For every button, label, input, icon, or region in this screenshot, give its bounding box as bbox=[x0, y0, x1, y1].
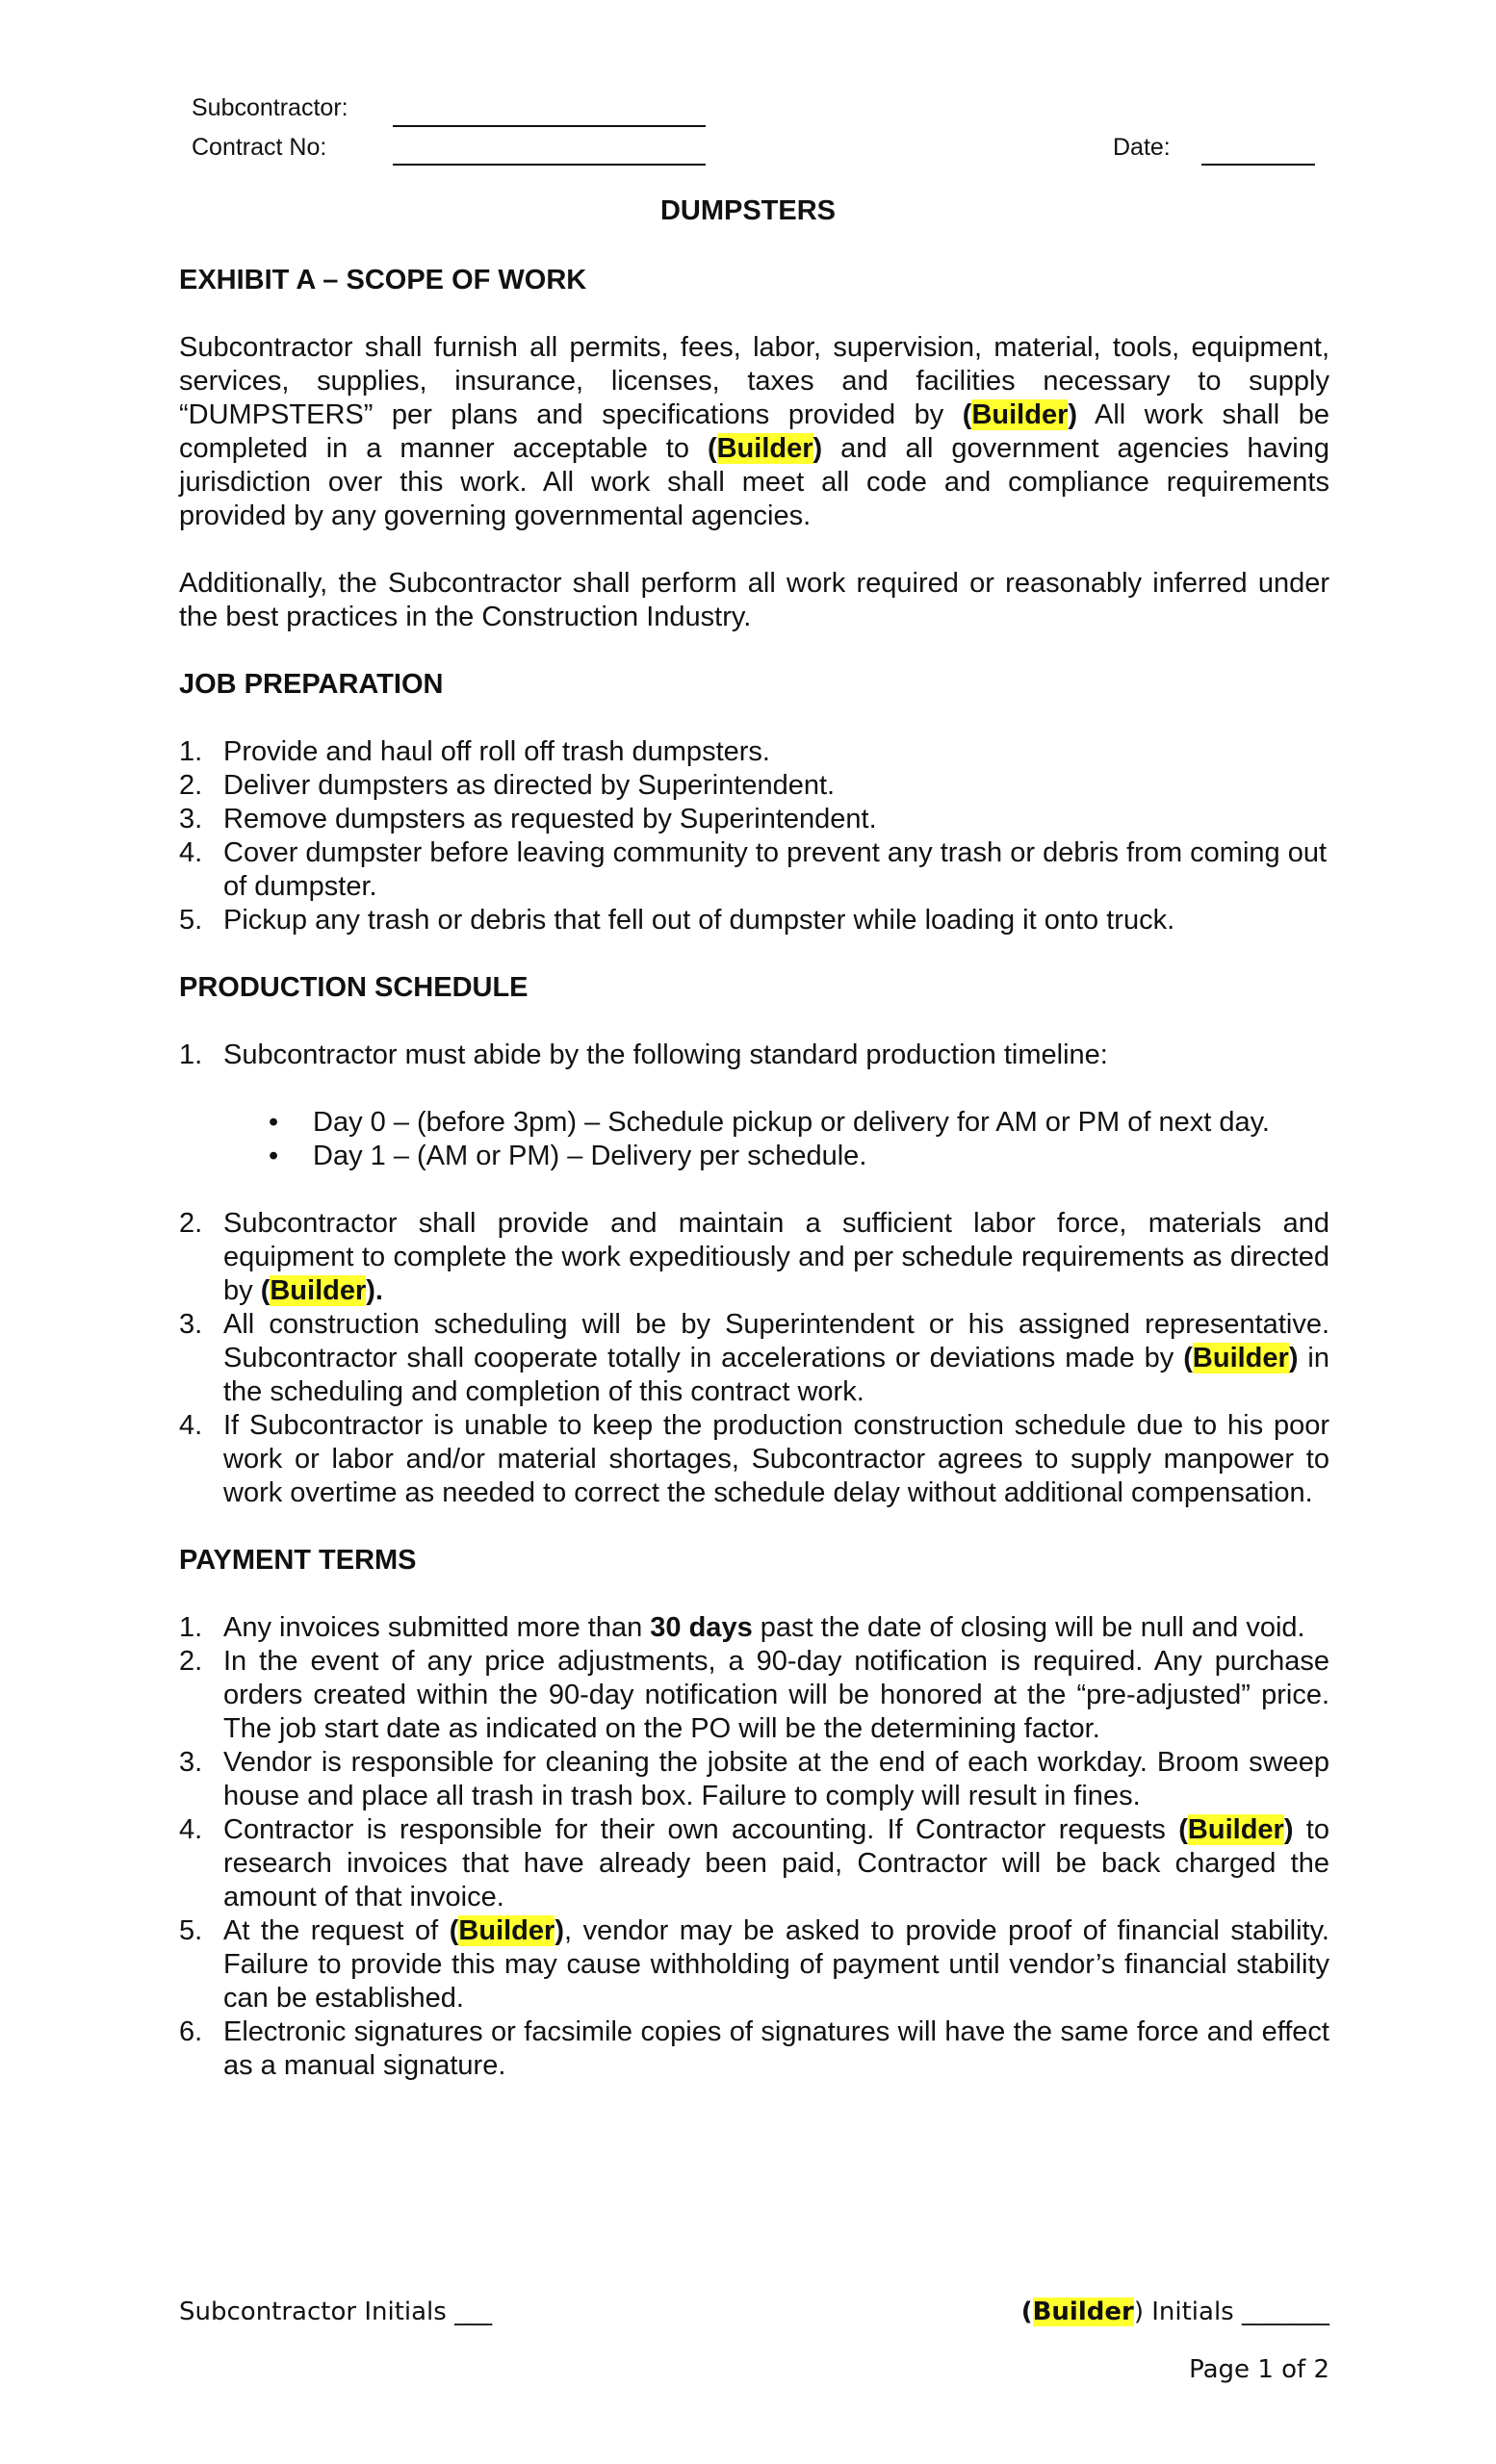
date-field-line bbox=[1201, 164, 1315, 166]
list-item: 2. Deliver dumpsters as directed by Superintendent. bbox=[179, 770, 836, 801]
production-timeline-bullets bbox=[269, 1106, 1329, 1173]
subcontractor-label: Subcontractor: bbox=[192, 94, 348, 121]
subcontractor-initials: Subcontractor Initials ___ bbox=[179, 2297, 493, 2326]
builder-highlight: Builder bbox=[1187, 1814, 1284, 1845]
scope-paragraph-1: Subcontractor shall furnish all permits, fees, labor, supervision, material, tools, equipment, services, supplies, insurance, licenses, taxes and facilities necessary to supply “DUMPSTERS” per plans and specifications provided by (Builder) All work shall be completed in a manner acceptable to (Builder) and all government agencies having jurisdiction over this work. All work shall meet all code and compliance requirements provided by any governing governmental agencies. bbox=[179, 332, 1329, 531]
contract-no-label: Contract No: bbox=[192, 134, 327, 161]
production-schedule-list bbox=[179, 1039, 1329, 1072]
bullet-item: • Day 0 – (before 3pm) – Schedule pickup or delivery for AM or PM of next day. bbox=[269, 1107, 1270, 1138]
payment-terms-heading: PAYMENT TERMS bbox=[179, 1545, 417, 1576]
list-item: 3. Vendor is responsible for cleaning the jobsite at the end of each workday. Broom sweep house and place all trash in trash box. Failure to comply will result in fines. bbox=[179, 1747, 1329, 1811]
list-item: 3. Remove dumpsters as requested by Superintendent. bbox=[179, 804, 877, 834]
builder-highlight: Builder bbox=[1032, 2297, 1134, 2326]
list-item: 6. Electronic signatures or facsimile copies of signatures will have the same force and effect as a manual signature. bbox=[179, 2016, 1329, 2081]
list-item: 2. In the event of any price adjustments, a 90-day notification is required. Any purchase orders created within the 90-day notification will be honored at the “pre-adjusted” price. The job start date as indicated on the PO will be the determining factor. bbox=[179, 1646, 1329, 1744]
list-item: 2. Subcontractor shall provide and maintain a sufficient labor force, materials and equipment to complete the work expeditiously and per schedule requirements as directed by (Builder). bbox=[179, 1208, 1329, 1306]
document-body bbox=[179, 264, 1329, 2083]
scope-paragraph-2: Additionally, the Subcontractor shall perform all work required or reasonably inferred under the best practices in the Construction Industry. bbox=[179, 568, 1329, 632]
production-schedule-list-cont bbox=[179, 1207, 1329, 1510]
builder-highlight: Builder bbox=[458, 1915, 555, 1946]
bullet-item: • Day 1 – (AM or PM) – Delivery per schedule. bbox=[269, 1141, 867, 1171]
payment-terms-list bbox=[179, 1611, 1329, 2083]
list-item: 3. All construction scheduling will be by Superintendent or his assigned representative. Subcontractor shall cooperate totally in accelerations or deviations made by (Builder) in the scheduling and completion of this contract work. bbox=[179, 1309, 1329, 1407]
builder-initials: (Builder) Initials _______ bbox=[1020, 2297, 1329, 2326]
list-item: 5. At the request of (Builder), vendor may be asked to provide proof of financial stability. Failure to provide this may cause withholding of payment until vendor’s financial stability can be established. bbox=[179, 1915, 1329, 2014]
builder-highlight: Builder bbox=[1192, 1343, 1289, 1373]
production-schedule-heading: PRODUCTION SCHEDULE bbox=[179, 972, 529, 1003]
list-item: 1. Any invoices submitted more than 30 days past the date of closing will be null and void. bbox=[179, 1612, 1305, 1643]
list-item: 4. Cover dumpster before leaving community to prevent any trash or debris from coming out of dumpster. bbox=[179, 837, 1328, 902]
document-title: DUMPSTERS bbox=[659, 195, 837, 226]
subcontractor-field-line bbox=[393, 125, 706, 127]
contract-no-field-line bbox=[393, 164, 706, 166]
job-preparation-list bbox=[179, 735, 1329, 937]
page-number: Page 1 of 2 bbox=[1189, 2355, 1329, 2384]
list-item: 4. If Subcontractor is unable to keep the production construction schedule due to his poor work or labor and/or material shortages, Subcontractor agrees to supply manpower to work overtime as needed to correct the schedule delay without additional compensation. bbox=[179, 1410, 1329, 1508]
list-item: 1. Subcontractor must abide by the following standard production timeline: bbox=[179, 1040, 1108, 1070]
list-item: 5. Pickup any trash or debris that fell out of dumpster while loading it onto truck. bbox=[179, 905, 1175, 936]
exhibit-heading: EXHIBIT A – SCOPE OF WORK bbox=[179, 265, 587, 295]
builder-highlight: Builder bbox=[971, 399, 1069, 430]
job-preparation-heading: JOB PREPARATION bbox=[179, 669, 444, 700]
builder-highlight: Builder bbox=[270, 1275, 367, 1306]
builder-highlight: Builder bbox=[716, 433, 813, 464]
list-item: 1. Provide and haul off roll off trash dumpsters. bbox=[179, 736, 770, 767]
date-label: Date: bbox=[1113, 134, 1171, 161]
list-item: 4. Contractor is responsible for their own accounting. If Contractor requests (Builder) to research invoices that have already been paid, Contractor will be back charged the amount of that invoice. bbox=[179, 1814, 1329, 1912]
